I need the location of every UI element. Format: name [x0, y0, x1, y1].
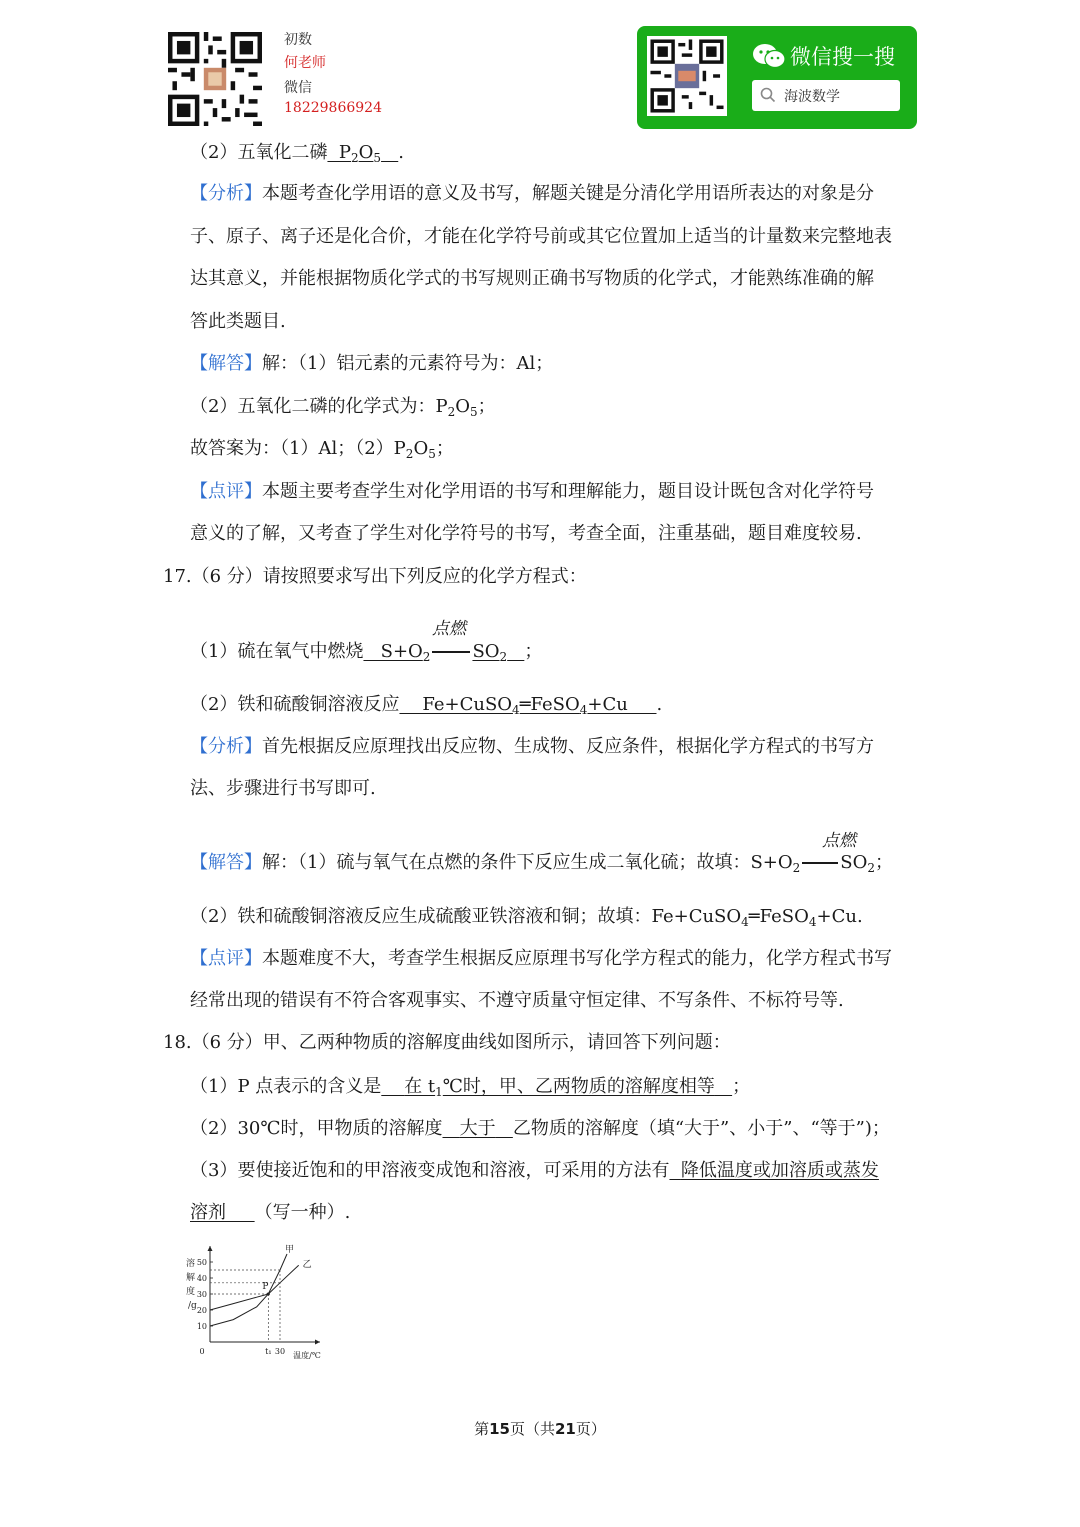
y-tick-label: 50 [196, 1258, 207, 1267]
y-tick-label: 40 [196, 1274, 207, 1283]
q18-part3: （3）要使接近饱和的甲溶液变成饱和溶液，可采用的方法有 降低温度或加溶质或蒸发 [190, 1160, 879, 1181]
q16-analysis-line: 达其意义，并能根据物质化学式的书写规则正确书写物质的化学式，才能熟练准确的解 [190, 268, 874, 289]
wechat-search-title: 微信搜一搜 [790, 45, 895, 69]
answer-blank: $S+O_2$ $SO_2$ [363, 641, 508, 664]
search-icon [760, 87, 776, 103]
contact-line1: 初数 [284, 32, 312, 48]
search-input[interactable] [752, 80, 900, 111]
answer-blank: 降低温度或加溶质或蒸发 [680, 1160, 879, 1181]
answer-blank: 大于 [459, 1118, 496, 1139]
y-tick-label: 20 [196, 1306, 207, 1315]
solubility-chart [180, 1242, 340, 1367]
q17-part2: （2）铁和硫酸铜溶液反应 Fe+CuSO$_4$═FeSO$_4$+Cu . [190, 694, 663, 717]
answer-blank: 溶剂 [190, 1202, 226, 1223]
search-input-text: 海波数学 [784, 89, 840, 105]
chart-ylabel: 溶 [186, 1259, 196, 1269]
x-tick-label: 30 [274, 1347, 286, 1356]
answer-blank: $P_2O_5$ [327, 142, 382, 165]
q18-part1: （1）P 点表示的含义是 在 $t_1℃$时，甲、乙两物质的溶解度相等 ； [190, 1076, 751, 1099]
series-label: 甲 [285, 1245, 295, 1255]
answer-blank: Fe+CuSO$_4$═FeSO$_4$+Cu [399, 694, 657, 717]
wechat-search-box[interactable] [637, 26, 917, 129]
x-axis-label: 温度/℃ [293, 1351, 321, 1360]
contact-name: 何老师 [284, 55, 326, 71]
contact-line3: 微信 [284, 80, 312, 96]
series-line-jia [210, 1254, 287, 1326]
series-line-yi [210, 1265, 299, 1310]
q17-answer-line: （2）铁和硫酸铜溶液反应生成硫酸亚铁溶液和铜；故填：Fe+CuSO$_4$═FeSO$_4$+Cu. [190, 906, 863, 929]
q16-answer-line: 故答案为：（1）Al；$(2)P_2O_5$； [190, 438, 454, 461]
p-point-label: P [262, 1282, 269, 1292]
page-number: 15 [489, 1420, 510, 1438]
y-tick-label: 30 [196, 1290, 207, 1299]
y-axis-arrow [208, 1246, 213, 1251]
series-label: 乙 [302, 1260, 312, 1271]
answer-blank: 在 $t_1℃$时，甲、乙两物质的溶解度相等 [404, 1076, 715, 1099]
q16-answer-line: （2）五氧化二磷的化学式为：$P_2O_5$； [190, 396, 496, 419]
qr-code-left [168, 32, 262, 126]
reaction-condition: 点燃 [822, 831, 856, 851]
q17-analysis-line: 【分析】首先根据反应原理找出反应物、生成物、反应条件，根据化学方程式的书写方 [190, 736, 874, 757]
reaction-condition: 点燃 [432, 619, 466, 639]
qr-code-right [647, 36, 727, 116]
chart-ylabel: /g [188, 1301, 197, 1311]
q16-analysis-line: 【分析】本题考查化学用语的意义及书写，解题关键是分清化学用语所表达的对象是分 [190, 183, 874, 204]
q18-part3-cont: 溶剂 （写一种）. [190, 1202, 351, 1223]
q16-part2: （2）五氧化二磷 $P_2O_5$ . [190, 142, 404, 165]
x-tick-label: t₁ [265, 1347, 272, 1356]
x-axis-arrow [315, 1340, 320, 1345]
q17-stem: 17.（6 分）请按照要求写出下列反应的化学方程式： [163, 566, 587, 587]
p-point [267, 1293, 270, 1296]
q16-comment-line: 【点评】本题主要考查学生对化学用语的书写和理解能力，题目设计既包含对化学符号 [190, 481, 874, 502]
chart-ylabel: 解 [186, 1273, 196, 1283]
q17-comment-line: 【点评】本题难度不大，考查学生根据反应原理书写化学方程式的能力，化学方程式书写 [190, 948, 892, 969]
wechat-logo-icon [752, 43, 786, 69]
q16-comment-line: 意义的了解，又考查了学生对化学符号的书写，考查全面，注重基础，题目难度较易. [190, 523, 862, 544]
page-footer: 第15页（共21页） [474, 1420, 606, 1438]
q18-part2: （2）30℃时，甲物质的溶解度 大于 乙物质的溶解度（填“大于”、小于”、“等于”)； [190, 1118, 890, 1139]
x-tick-label: 0 [199, 1347, 205, 1356]
q16-analysis-line: 答此类题目. [190, 311, 286, 332]
q17-part1: （1）硫在氧气中燃烧 $S+O_2$ $SO_2$ ； [190, 641, 543, 664]
page-total: 21 [555, 1420, 576, 1438]
q18-stem: 18.（6 分）甲、乙两种物质的溶解度曲线如图所示，请回答下列问题： [163, 1032, 731, 1053]
y-tick-label: 10 [196, 1322, 207, 1331]
q17-answer-line: 【解答】解：（1）硫与氧气在点燃的条件下反应生成二氧化硫；故填：$S+O_2$ $SO_2$； [190, 852, 893, 875]
q17-analysis-line: 法、步骤进行书写即可. [190, 778, 376, 799]
q17-comment-line: 经常出现的错误有不符合客观事实、不遵守质量守恒定律、不写条件、不标符号等. [190, 990, 844, 1011]
q16-analysis-line: 子、原子、离子还是化合价，才能在化学符号前或其它位置加上适当的计量数来完整地表 [190, 226, 892, 247]
q16-answer-line: 【解答】解：（1）铝元素的元素符号为：Al； [190, 353, 554, 374]
chart-ylabel: 度 [186, 1287, 196, 1297]
contact-phone: 18229866924 [284, 100, 382, 116]
